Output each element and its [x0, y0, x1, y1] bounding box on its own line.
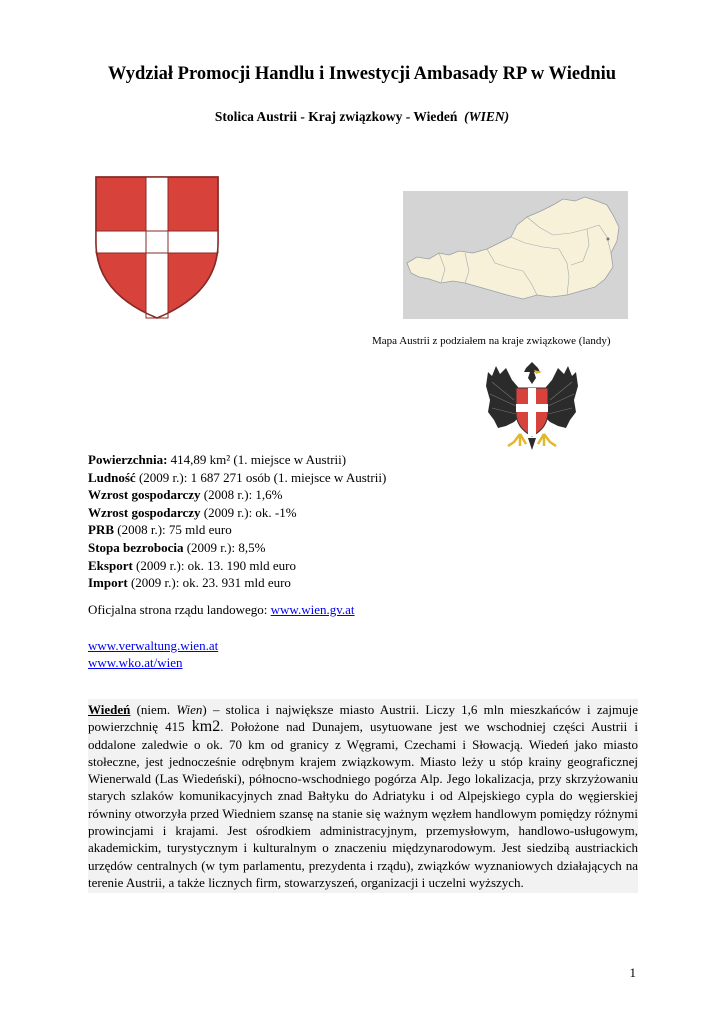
description-paragraph: Wiedeń (niem. Wien) – stolica i największe miasto Austrii. Liczy 1,6 mln mieszkańców i zajmuje powierzchnię 415 km2. Położone nad Dunajem, usytuowane jest we wschodniej części Austrii i oddalone zaledwie o ok. 70 km od granicy z Węgrami, Czechami i Słowacją. Wiedeń jako miasto stołeczne, jest jednocześnie odrębnym krajem związkowym. Miasto leży u stóp krainy geograficznej Wienerwald (Las Wiedeński), północno-wschodniego pogórza Alp. Jego lokalizacja, przy skrzyżowaniu starych szlaków komunikacyjnych znad Bałtyku do Adriatyku i od Alpejskiego cypla do węgierskiej równiny otworzyła przed Wiedniem szansę na stanie się ważnym węzłem handlowym pomiędzy różnymi prowincjami i krajami. Jest ośrodkiem administracyjnym, przemysłowym, handlowo-usługowym, akademickim, turystycznym i kulturalnym o znaczeniu międzynarodowym. Jest siedzibą austriackich urzędów centralnych (w tym parlamentu, prezydenta i rządu), związków wyznaniowych działających na terenie Austrii, a także licznych firm, stowarzyszeń, organizacji i uczelni wyższych. [88, 699, 638, 893]
stat-growth-2008: Wzrost gospodarczy (2008 r.): 1,6% [88, 487, 283, 503]
link-verwaltung[interactable]: www.verwaltung.wien.at [88, 638, 219, 653]
page-number: 1 [629, 965, 636, 980]
subtitle-italic: (WIEN) [464, 109, 510, 124]
stat-growth-2009: Wzrost gospodarczy (2009 r.): ok. -1% [88, 504, 297, 520]
subtitle-main: Stolica Austrii - Kraj związkowy - Wiedeń [214, 109, 458, 124]
vienna-marker-icon [607, 238, 610, 241]
stat-gdp: PRB (2008 r.): 75 mld euro [88, 522, 232, 538]
stats-list [88, 451, 386, 592]
paragraph-lead: Wiedeń [88, 702, 131, 717]
official-website-line: Oficjalna strona rządu landowego: www.wien.gv.at [88, 602, 355, 617]
stat-export: Eksport (2009 r.): ok. 13. 190 mld euro [88, 557, 297, 573]
vienna-shield-icon [94, 175, 220, 320]
document-subtitle [0, 109, 724, 125]
stat-unemployment: Stopa bezrobocia (2009 r.): 8,5% [88, 539, 266, 555]
stat-population: Ludność (2009 r.): 1 687 271 osób (1. miejsce w Austrii) [88, 469, 387, 485]
vienna-eagle-coat-of-arms-icon [484, 360, 580, 452]
official-website-link[interactable]: www.wien.gv.at [270, 602, 355, 617]
link-wko[interactable]: www.wko.at/wien [88, 655, 183, 670]
links-list [88, 637, 218, 671]
stat-import: Import (2009 r.): ok. 23. 931 mld euro [88, 575, 291, 591]
map-caption: Mapa Austrii z podziałem na kraje związkowe (landy) [372, 335, 611, 347]
document-title: Wydział Promocji Handlu i Inwestycji Ambasady RP w Wiedniu [107, 64, 617, 84]
stat-area: Powierzchnia: 414,89 km² (1. miejsce w Austrii) [88, 452, 347, 467]
austria-map [403, 191, 628, 319]
